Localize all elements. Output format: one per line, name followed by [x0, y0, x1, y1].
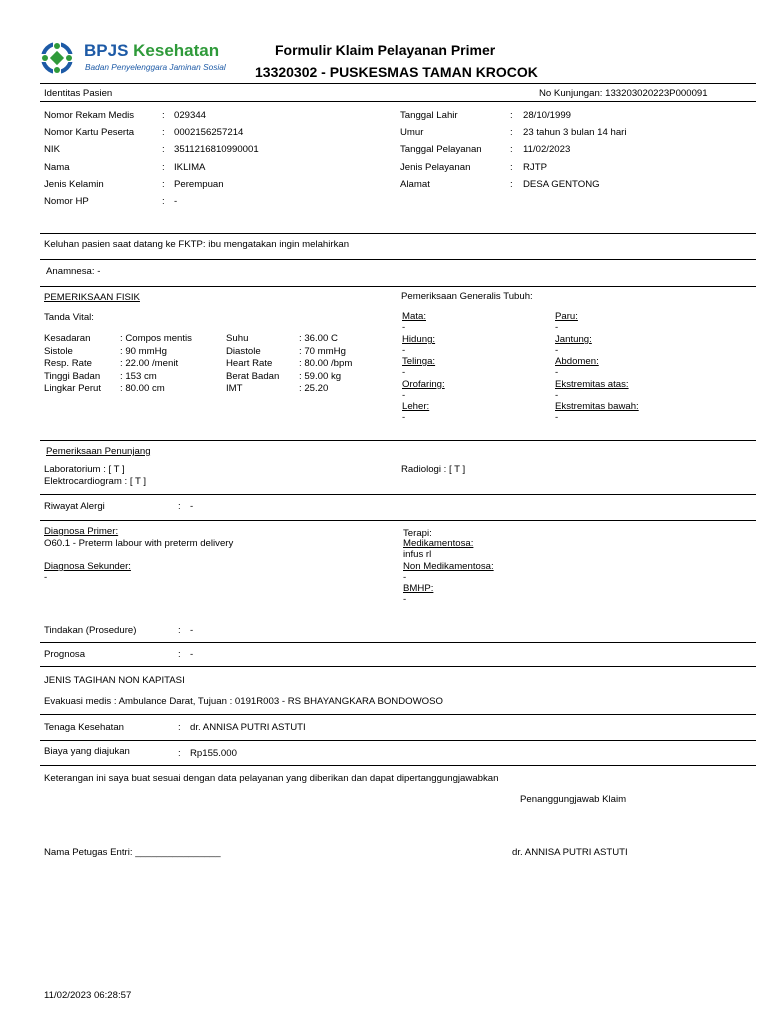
field-label: Jenis Pelayanan [400, 162, 471, 173]
field-sep: : [510, 144, 513, 155]
biaya-label: Biaya yang diajukan [44, 746, 130, 757]
brand-name-a: BPJS [84, 41, 129, 60]
vital-value: : 90 mmHg [120, 346, 167, 357]
divider [40, 642, 756, 643]
brand-subtitle: Badan Penyelenggara Jaminan Sosial [85, 62, 226, 72]
field-sep: : [162, 110, 165, 121]
vital-label: Berat Badan [226, 371, 280, 382]
petugas-entri [44, 847, 221, 858]
field-value: 28/10/1999 [523, 110, 572, 121]
vital-value: : Compos mentis [120, 333, 192, 344]
divider [40, 233, 756, 234]
generalis-label: Leher: [402, 401, 430, 412]
pemeriksaan-fisik-title: PEMERIKSAAN FISIK [44, 292, 140, 303]
divider [40, 666, 756, 667]
vital-value: : 153 cm [120, 371, 157, 382]
field-label: Nomor Kartu Peserta [44, 127, 135, 138]
anamnesa-text: Anamnesa: - [46, 266, 101, 277]
tenaga-value: dr. ANNISA PUTRI ASTUTI [190, 722, 306, 733]
tindakan-value: - [190, 625, 194, 636]
dokter-name: dr. ANNISA PUTRI ASTUTI [512, 847, 628, 858]
field-value: 11/02/2023 [523, 144, 571, 155]
field-value: 0002156257214 [174, 127, 244, 138]
biaya-sep: : [178, 748, 181, 759]
field-value: - [174, 196, 178, 207]
diagnosa-sekunder-label: Diagnosa Sekunder: [44, 561, 131, 572]
petugas-label: Nama Petugas Entri: [44, 847, 133, 858]
field-value: Perempuan [174, 179, 224, 190]
keluhan-text: Keluhan pasien saat datang ke FKTP: ibu mengatakan ingin melahirkan [44, 239, 350, 250]
prognosa-value: - [190, 649, 194, 660]
generalis-value: - [555, 390, 559, 401]
generalis-label: Mata: [402, 311, 426, 322]
field-value: IKLIMA [174, 162, 206, 173]
vital-label: Suhu [226, 333, 249, 344]
generalis-value: - [555, 412, 559, 423]
tenaga-label: Tenaga Kesehatan [44, 722, 125, 733]
bmhp-label: BMHP: [403, 583, 434, 594]
bpjs-logo-icon [40, 41, 74, 75]
field-label: Nomor Rekam Medis [44, 110, 135, 121]
tindakan-sep: : [178, 625, 181, 636]
field-value: 3511216810990001 [174, 144, 259, 155]
field-label: Umur [400, 127, 424, 138]
divider [40, 440, 756, 441]
divider [40, 740, 756, 741]
prognosa-label: Prognosa [44, 649, 86, 660]
generalis-label: Telinga: [402, 356, 436, 367]
tagihan-title: JENIS TAGIHAN NON KAPITASI [44, 675, 185, 686]
diagnosa-primer-label: Diagnosa Primer: [44, 526, 119, 537]
vital-value: : 25.20 [299, 383, 329, 394]
generalis-label: Jantung: [555, 334, 592, 345]
form-title: Formulir Klaim Pelayanan Primer [275, 42, 496, 58]
alergi-value: - [190, 501, 194, 512]
divider [40, 494, 756, 495]
ekg-text: Elektrocardiogram : [ T ] [44, 476, 147, 487]
divider [40, 101, 756, 102]
generalis-value: - [402, 322, 406, 333]
vital-label: IMT [226, 383, 243, 394]
generalis-label: Abdomen: [555, 356, 599, 367]
generalis-title: Pemeriksaan Generalis Tubuh: [401, 291, 533, 302]
generalis-value: - [402, 412, 406, 423]
alergi-label: Riwayat Alergi [44, 501, 105, 512]
field-label: Nama [44, 162, 70, 173]
field-sep: : [162, 179, 165, 190]
vital-value: : 80.00 cm [120, 383, 165, 394]
field-sep: : [510, 162, 513, 173]
field-value: 029344 [174, 110, 207, 121]
vital-value: : 22.00 /menit [120, 358, 179, 369]
vital-value: : 36.00 C [299, 333, 338, 344]
field-label: Nomor HP [44, 196, 89, 207]
field-label: Tanggal Pelayanan [400, 144, 482, 155]
generalis-label: Ekstremitas atas: [555, 379, 629, 390]
generalis-value: - [555, 345, 559, 356]
penanggungjawab-label: Penanggungjawab Klaim [520, 794, 627, 805]
divider [40, 714, 756, 715]
no-kunjungan: No Kunjungan: 133203020223P000091 [539, 88, 708, 99]
tindakan-label: Tindakan (Prosedure) [44, 625, 137, 636]
vital-value: : 70 mmHg [299, 346, 346, 357]
field-sep: : [510, 179, 513, 190]
tenaga-sep: : [178, 722, 181, 733]
vital-label: Resp. Rate [44, 358, 92, 369]
field-sep: : [510, 127, 513, 138]
terapi-label: Terapi: [403, 528, 432, 539]
generalis-label: Orofaring: [402, 379, 445, 390]
evakuasi-text: Evakuasi medis : Ambulance Darat, Tujuan : 0191R003 - RS BHAYANGKARA BONDOWOSO [44, 696, 444, 707]
brand-name-b: Kesehatan [133, 41, 220, 60]
alergi-sep: : [178, 501, 181, 512]
generalis-value: - [402, 390, 406, 401]
vital-label: Sistole [44, 346, 73, 357]
field-sep: : [162, 127, 165, 138]
generalis-label: Hidung: [402, 334, 436, 345]
vital-value: : 59.00 kg [299, 371, 342, 382]
generalis-value: - [555, 367, 559, 378]
vital-label: Tinggi Badan [44, 371, 101, 382]
field-label: NIK [44, 144, 60, 155]
prognosa-sep: : [178, 649, 181, 660]
vital-label: Lingkar Perut [44, 383, 102, 394]
laboratorium-text: Laboratorium : [ T ] [44, 464, 125, 475]
field-value: 23 tahun 3 bulan 14 hari [523, 127, 627, 138]
field-sep: : [162, 144, 165, 155]
vital-label: Kesadaran [44, 333, 91, 344]
penunjang-title: Pemeriksaan Penunjang [46, 446, 151, 457]
generalis-value: - [402, 367, 406, 378]
keterangan-text: Keterangan ini saya buat sesuai dengan data pelayanan yang diberikan dan dapat dipertanggungjawabkan [44, 773, 499, 784]
field-label: Alamat [400, 179, 430, 190]
divider [40, 83, 756, 84]
vital-value: : 80.00 /bpm [299, 358, 353, 369]
vital-label: Heart Rate [226, 358, 273, 369]
field-value: DESA GENTONG [523, 179, 600, 190]
print-timestamp: 11/02/2023 06:28:57 [44, 990, 132, 1001]
field-sep: : [162, 196, 165, 207]
radiologi-text: Radiologi : [ T ] [401, 464, 466, 475]
field-sep: : [162, 162, 165, 173]
divider [40, 520, 756, 521]
medikamentosa-label: Medikamentosa: [403, 538, 474, 549]
diagnosa-sekunder-value: - [44, 572, 48, 583]
bmhp-value: - [403, 594, 407, 605]
field-label: Tanggal Lahir [400, 110, 458, 121]
vital-label: Diastole [226, 346, 261, 357]
diagnosa-primer-value: O60.1 - Preterm labour with preterm delivery [44, 538, 234, 549]
generalis-value: - [555, 322, 559, 333]
field-sep: : [510, 110, 513, 121]
generalis-value: - [402, 345, 406, 356]
medikamentosa-value: infus rl [403, 549, 432, 560]
divider [40, 765, 756, 766]
field-value: RJTP [523, 162, 547, 173]
non-medikamentosa-value: - [403, 572, 407, 583]
tanda-vital-label: Tanda Vital: [44, 312, 94, 323]
field-label: Jenis Kelamin [44, 179, 104, 190]
divider [40, 259, 756, 260]
biaya-value: Rp155.000 [190, 748, 237, 759]
petugas-blank: ________________ [135, 847, 221, 858]
generalis-label: Ekstremitas bawah: [555, 401, 639, 412]
facility-title: 13320302 - PUSKESMAS TAMAN KROCOK [255, 64, 538, 80]
brand-logo-text [84, 41, 219, 61]
divider [40, 286, 756, 287]
non-medikamentosa-label: Non Medikamentosa: [403, 561, 494, 572]
generalis-label: Paru: [555, 311, 578, 322]
identitas-label: Identitas Pasien [44, 88, 113, 99]
